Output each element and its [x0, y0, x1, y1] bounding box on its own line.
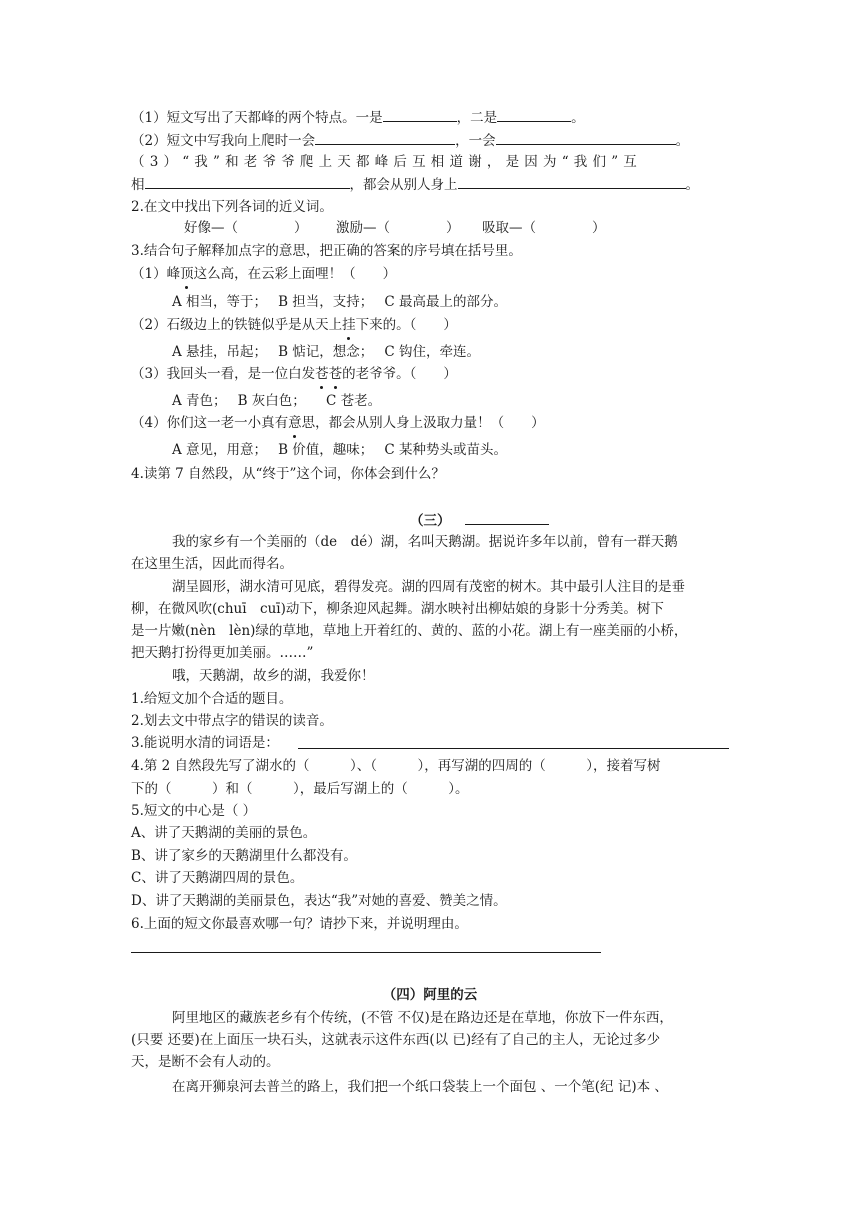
question-text: 。: [571, 110, 585, 126]
question-3-4-options: A 意见，用意； B 价值，趣味； C 某种势头或苗头。: [172, 442, 507, 458]
s3-question-4-line2: 下的（ ）和（ ），最后写湖上的（ ）。: [131, 781, 469, 797]
passage-4-p2-line1: 在离开狮泉河去普兰的路上，我们把一个纸口袋装上一个面包 、一个笔(纪 记)本 、: [172, 1079, 668, 1095]
question-3-1: [131, 264, 396, 284]
question-text: （4）你们这一老一小真有: [131, 415, 289, 431]
answer-line[interactable]: [298, 748, 729, 749]
question-text: 下来的。（ ）: [355, 317, 457, 333]
passage-3-p2-line4: 把天鹅打扮得更加美丽。……”: [131, 645, 314, 661]
question-text: ，一会: [455, 133, 496, 149]
question-1-3-line2: [131, 174, 699, 194]
passage-4-p1-line3: 天，是断不会有人动的。: [131, 1054, 280, 1070]
question-text: ，二是: [456, 110, 498, 126]
s3-question-3: 3.能说明水清的词语是：: [131, 735, 279, 751]
passage-3-p2-line2: 柳，在微风吹(chuī cuī)动下，柳条迎风起舞。湖水映衬出柳姑娘的身影十分秀美。树下: [131, 601, 664, 617]
bracket-close: ）: [446, 220, 460, 236]
synonym-word: 激励—（: [336, 220, 390, 236]
answer-line[interactable]: [131, 952, 601, 953]
question-text: 。: [685, 177, 699, 193]
passage-3-p2-line3: 是一片嫩(nèn lèn)绿的草地，草地上开着红的、黄的、蓝的小花。湖上有一座美丽的小桥，: [131, 623, 688, 639]
passage-3-p1-line1: 我的家乡有一个美丽的（de dé）湖，名叫天鹅湖。据说许多年以前，曾有一群天鹅: [172, 534, 678, 550]
question-text: （3）我回头一看，是一位白发: [131, 366, 316, 382]
synonym-word: 吸取—（: [482, 220, 536, 236]
question-text: （2）短文中写我向上爬时一会: [131, 133, 316, 149]
question-3-3-options: A 青色； B 灰白色； C 苍老。: [172, 393, 382, 409]
s3-option-a: A、讲了天鹅湖的美丽的景色。: [131, 825, 317, 841]
passage-4-p1-line2: (只要 还要)在上面压一块石头，这就表示这件东西(以 已)经有了自己的主人，无论过多少: [131, 1032, 661, 1048]
dotted-character: 苍: [315, 366, 329, 382]
passage-4-p1-line1: 阿里地区的藏族老乡有个传统，(不管 不仅)是在路边还是在草地，你放下一件东西，: [172, 1010, 673, 1026]
question-text: 思，都会从别人身上汲取力量！（ ）: [301, 415, 545, 431]
question-text: 。: [675, 133, 690, 149]
question-1-3-line1: （3）“我”和老爷爷爬上天都峰后互相道谢，是因为“我们”互: [131, 154, 642, 170]
answer-blank[interactable]: [497, 107, 571, 122]
question-3-1-options: A 相当，等于； B 担当，支持； C 最高最上的部分。: [172, 294, 507, 310]
question-text: （1）峰: [131, 266, 181, 282]
question-text: （2）石级边上的铁链似乎是从天上: [131, 317, 343, 333]
question-text: 这么高，在云彩上面哩！（ ）: [193, 266, 397, 282]
question-2: 2.在文中找出下列各词的近义词。: [131, 199, 333, 215]
synonym-word: 好像—（: [184, 220, 238, 236]
question-3-3: [131, 364, 457, 384]
passage-3-p3: 哦，天鹅湖，故乡的湖，我爱你！: [172, 668, 375, 684]
question-text: 的老爷爷。（ ）: [342, 366, 457, 382]
question-3: 3.结合句子解释加点字的意思，把正确的答案的序号填在括号里。: [131, 243, 522, 259]
answer-blank[interactable]: [383, 107, 457, 122]
s3-question-5: 5.短文的中心是（ ）: [131, 803, 257, 819]
dotted-character: 意: [288, 415, 302, 431]
question-3-4: [131, 413, 545, 433]
passage-3-p1-line2: 在这里生活，因此而得名。: [131, 556, 293, 572]
dotted-character: 挂: [342, 317, 356, 333]
answer-blank[interactable]: [315, 130, 455, 145]
dotted-character: 苍: [328, 366, 343, 382]
question-text: 相: [131, 177, 145, 193]
question-1-2: [131, 130, 689, 150]
question-text: ，都会从别人身上: [349, 177, 458, 193]
bracket-close: ）: [592, 220, 606, 236]
synonym-item-c: [482, 218, 606, 238]
question-1-1: [131, 107, 585, 127]
question-3-2-options: A 悬挂，吊起； B 惦记，想念； C 钩住，牵连。: [172, 344, 480, 360]
synonym-item-b: [336, 218, 460, 238]
s3-option-d: D、讲了天鹅湖的美丽景色，表达“我”对她的喜爱、赞美之情。: [131, 893, 507, 909]
answer-blank[interactable]: [458, 174, 686, 189]
s3-question-1: 1.给短文加个合适的题目。: [131, 691, 293, 707]
section-heading: （三）: [410, 513, 451, 529]
section-3-heading: [410, 510, 549, 530]
question-3-2: [131, 315, 457, 335]
answer-blank[interactable]: [496, 130, 676, 145]
synonym-item-a: [184, 218, 308, 238]
question-4: 4.读第 7 自然段，从“终于”这个词，你体会到什么？: [131, 466, 445, 482]
answer-blank[interactable]: [145, 174, 350, 189]
s3-question-4-line1: 4.第 2 自然段先写了湖水的（ ）、（ ），再写湖的四周的（ ），接着写树: [131, 758, 661, 774]
dotted-character: 顶: [180, 266, 194, 282]
s3-question-6: 6.上面的短文你最喜欢哪一句？请抄下来，并说明理由。: [131, 916, 468, 932]
s3-option-c: C、讲了天鹅湖四周的景色。: [131, 870, 304, 886]
synonym-items: [184, 218, 624, 238]
section-4-heading: （四）阿里的云: [382, 987, 478, 1003]
s3-question-2: 2.划去文中带点字的错误的读音。: [131, 713, 333, 729]
title-blank[interactable]: [465, 510, 549, 525]
bracket-close: ）: [294, 220, 308, 236]
passage-3-p2-line1: 湖呈圆形，湖水清可见底，碧得发亮。湖的四周有茂密的树木。其中最引人注目的是垂: [172, 579, 685, 595]
question-text: （1）短文写出了天都峰的两个特点。一是: [131, 110, 383, 126]
s3-option-b: B、讲了家乡的天鹅湖里什么都没有。: [131, 848, 357, 864]
